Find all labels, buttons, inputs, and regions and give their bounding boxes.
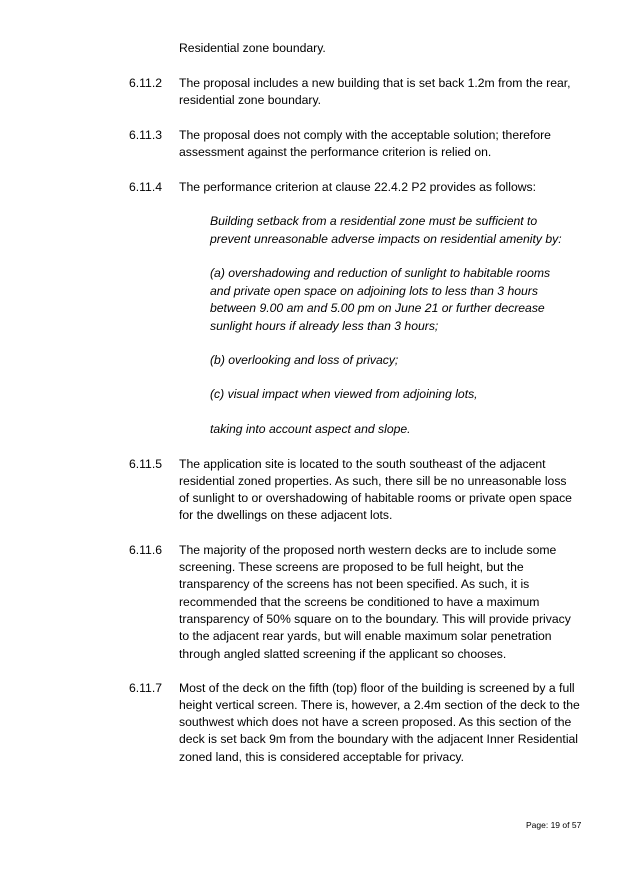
section-text-line: for the dwellings on these adjacent lots.	[179, 508, 393, 522]
section-text-line: The proposal does not comply with the acceptable solution; therefore	[179, 128, 551, 142]
quote-line: (b) overlooking and loss of privacy;	[210, 353, 399, 367]
section-text-line: assessment against the performance criterion is relied on.	[179, 145, 492, 159]
quote-line: and private open space on adjoining lots to less than 3 hours	[210, 284, 538, 298]
section-text-line: height vertical screen. There is, however, a 2.4m section of the deck to the	[179, 698, 580, 712]
section-number: 6.11.6	[129, 543, 162, 557]
section-text-line: through angled slatted screening if the applicant so chooses.	[179, 647, 507, 661]
quote-line: between 9.00 am and 5.00 pm on June 21 or further decrease	[210, 301, 545, 315]
section-text-line: deck is set back 9m from the boundary with the adjacent Inner Residential	[179, 732, 579, 746]
section-text-line: recommended that the screens be conditioned to have a maximum	[179, 595, 540, 609]
quote-line: (a) overshadowing and reduction of sunlight to habitable rooms	[210, 266, 551, 280]
section-number: 6.11.4	[129, 180, 162, 194]
section-text-line: of sunlight to or overshadowing of habitable rooms or private open space	[179, 491, 572, 505]
section-number: 6.11.7	[129, 681, 162, 695]
section-text-line: screening. These screens are proposed to be full height, but the	[179, 560, 524, 574]
page-number-footer: Page: 19 of 57	[526, 820, 582, 830]
section-text-line: transparency of the screens has not been specified. As such, it is	[179, 577, 530, 591]
section-text-line: zoned land, this is considered acceptable for privacy.	[179, 750, 464, 764]
intro-line: Residential zone boundary.	[179, 41, 326, 55]
quote-line: prevent unreasonable adverse impacts on residential amenity by:	[210, 232, 562, 246]
quote-line: (c) visual impact when viewed from adjoining lots,	[210, 387, 478, 401]
section-number: 6.11.5	[129, 457, 162, 471]
section-text-line: residential zone boundary.	[179, 93, 322, 107]
section-text-line: The proposal includes a new building that is set back 1.2m from the rear,	[179, 76, 571, 90]
section-text-line: transparency of 50% square on to the boundary. This will provide privacy	[179, 612, 571, 626]
section-text-line: The majority of the proposed north western decks are to include some	[179, 543, 557, 557]
quote-line: sunlight hours if already less than 3 hours;	[210, 319, 439, 333]
section-number: 6.11.3	[129, 128, 162, 142]
section-text-line: southwest which does not have a screen proposed. As this section of the	[179, 715, 572, 729]
quote-line: taking into account aspect and slope.	[210, 422, 411, 436]
section-text-line: to the adjacent rear yards, but will enable maximum solar penetration	[179, 629, 552, 643]
section-text-line: Most of the deck on the fifth (top) floor of the building is screened by a full	[179, 681, 575, 695]
section-text-line: The performance criterion at clause 22.4.2 P2 provides as follows:	[179, 180, 537, 194]
section-text-line: The application site is located to the south southeast of the adjacent	[179, 457, 546, 471]
section-number: 6.11.2	[129, 76, 162, 90]
quote-line: Building setback from a residential zone must be sufficient to	[210, 214, 538, 228]
section-text-line: residential zoned properties. As such, there sill be no unreasonable loss	[179, 474, 567, 488]
